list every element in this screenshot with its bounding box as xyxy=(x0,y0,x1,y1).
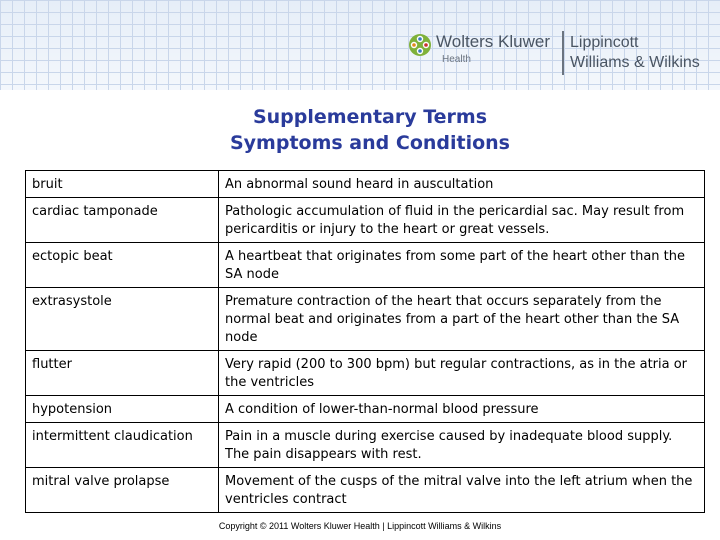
terms-table-body xyxy=(26,171,705,513)
publisher-name: Wolters Kluwer xyxy=(436,32,550,51)
definition-cell: An abnormal sound heard in auscultation xyxy=(219,171,705,198)
term-cell: intermittent claudication xyxy=(26,423,219,468)
term-cell: bruit xyxy=(26,171,219,198)
table-row xyxy=(26,198,705,243)
slide-title-line2: Symptoms and Conditions xyxy=(229,132,510,154)
table-row xyxy=(26,468,705,513)
table-row xyxy=(26,423,705,468)
wolters-kluwer-logo xyxy=(408,30,588,70)
wolters-kluwer-logo-icon xyxy=(408,33,432,57)
term-cell: ectopic beat xyxy=(26,243,219,288)
definition-cell: A condition of lower-than-normal blood pressure xyxy=(219,396,705,423)
definition-cell: A heartbeat that originates from some part of the heart other than the SA node xyxy=(219,243,705,288)
term-cell: cardiac tamponade xyxy=(26,198,219,243)
table-row xyxy=(26,171,705,198)
term-cell: flutter xyxy=(26,351,219,396)
term-cell: mitral valve prolapse xyxy=(26,468,219,513)
definition-cell: Movement of the cusps of the mitral valve into the left atrium when the ventricles contract xyxy=(219,468,705,513)
term-cell: extrasystole xyxy=(26,288,219,351)
imprint-line1: Lippincott xyxy=(570,34,639,51)
table-row xyxy=(26,396,705,423)
imprint-logo xyxy=(570,33,700,73)
definition-cell: Premature contraction of the heart that occurs separately from the normal beat and originates from a part of the heart other than the SA node xyxy=(219,288,705,351)
copyright-footer: Copyright © 2011 Wolters Kluwer Health | Lippincott Williams & Wilkins xyxy=(218,521,502,531)
logo-divider xyxy=(562,31,564,75)
term-cell: hypotension xyxy=(26,396,219,423)
definition-cell: Pathologic accumulation of fluid in the pericardial sac. May result from pericarditis or injury to the heart or great vessels. xyxy=(219,198,705,243)
publisher-division: Health xyxy=(442,54,471,65)
terms-table xyxy=(25,170,705,513)
slide-title-line1: Supplementary Terms xyxy=(252,106,488,128)
definition-cell: Very rapid (200 to 300 bpm) but regular contractions, as in the atria or the ventricles xyxy=(219,351,705,396)
table-row xyxy=(26,351,705,396)
table-row xyxy=(26,243,705,288)
imprint-line2: Williams & Wilkins xyxy=(570,54,700,71)
definition-cell: Pain in a muscle during exercise caused by inadequate blood supply. The pain disappears with rest. xyxy=(219,423,705,468)
table-row xyxy=(26,288,705,351)
